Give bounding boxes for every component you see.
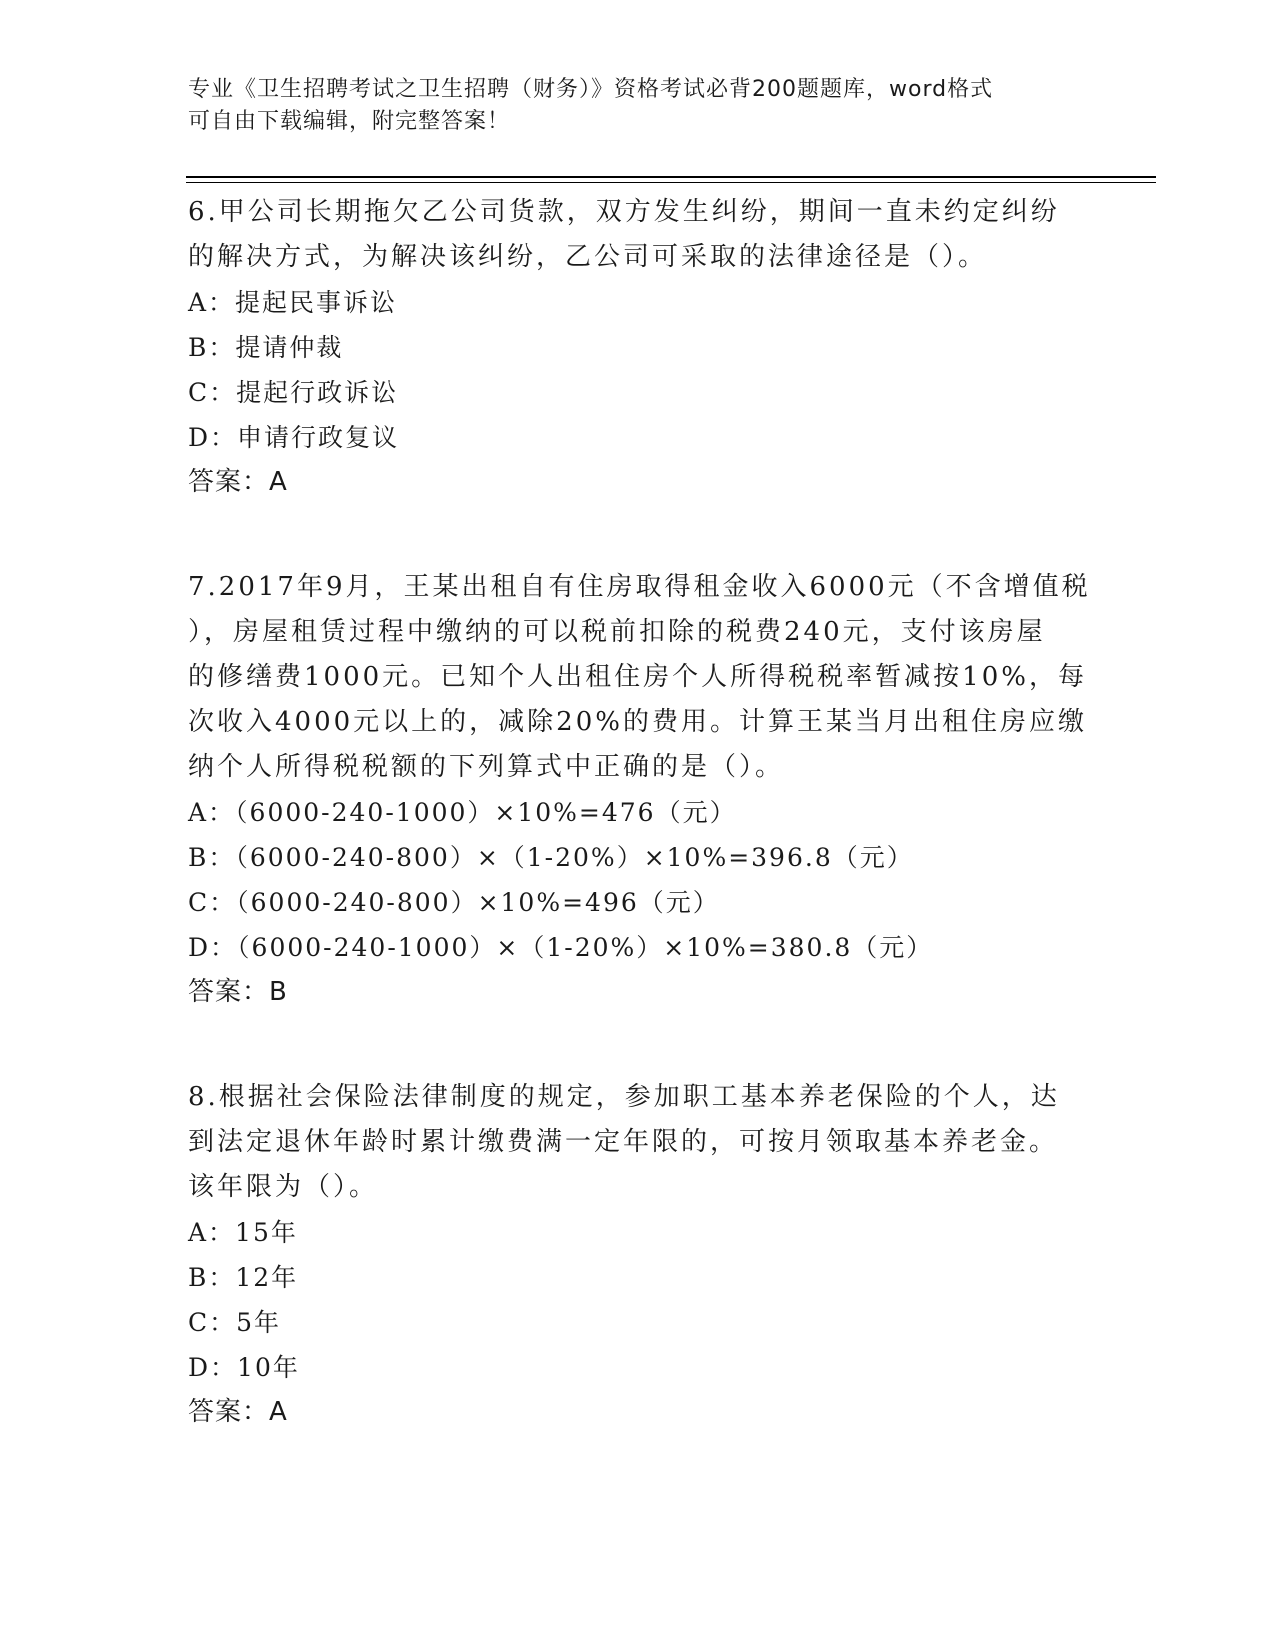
option-c: C：提起行政诉讼 [188, 378, 399, 407]
question-text-line: 该年限为（）。 [188, 1172, 379, 1202]
header-line: 可自由下载编辑，附完整答案！ [188, 109, 511, 134]
option-a: A：提起民事诉讼 [188, 288, 398, 317]
question-text-line: ），房屋租赁过程中缴纳的可以税前扣除的税费240元，支付该房屋 [188, 617, 1046, 647]
option-a: A：15年 [188, 1218, 298, 1247]
option-d: D：10年 [188, 1353, 300, 1382]
option-d: D：（6000-240-1000）×（1-20%）×10%=380.8（元） [188, 933, 934, 962]
question-text-line: 7.2017年9月，王某出租自有住房取得租金收入6000元（不含增值税 [188, 572, 1091, 602]
question-6 [188, 190, 1088, 505]
question-text-line: 次收入4000元以上的，减除20%的费用。计算王某当月出租住房应缴 [188, 707, 1087, 737]
answer-label: 答案：B [188, 977, 288, 1007]
answer-label: 答案：A [188, 1397, 288, 1427]
question-text-line: 6.甲公司长期拖欠乙公司货款，双方发生纠纷，期间一直未约定纠纷 [188, 197, 1060, 227]
question-7 [188, 565, 1091, 1015]
option-c: C：（6000-240-800）×10%=496（元） [188, 888, 720, 917]
option-d: D：申请行政复议 [188, 423, 400, 452]
question-text-line: 的解决方式，为解决该纠纷，乙公司可采取的法律途径是（）。 [188, 242, 988, 272]
option-c: C：5年 [188, 1308, 282, 1337]
question-text-line: 的修缮费1000元。已知个人出租住房个人所得税税率暂减按10%，每 [188, 662, 1087, 692]
question-text-line: 8.根据社会保险法律制度的规定，参加职工基本养老保险的个人，达 [188, 1082, 1060, 1112]
header-divider-thin [186, 182, 1156, 183]
document-header [188, 74, 1068, 138]
header-line: 专业《卫生招聘考试之卫生招聘（财务）》资格考试必背200题题库，word格式 [188, 77, 994, 102]
question-list [188, 190, 1091, 1495]
option-a: A：（6000-240-1000）×10%=476（元） [188, 798, 737, 827]
option-b: B：（6000-240-800）×（1-20%）×10%=396.8（元） [188, 843, 914, 872]
question-text-line: 纳个人所得税税额的下列算式中正确的是（）。 [188, 752, 785, 782]
header-divider-thick [186, 176, 1156, 178]
question-8 [188, 1075, 1088, 1435]
option-b: B：提请仲裁 [188, 333, 344, 362]
answer-label: 答案：A [188, 467, 288, 497]
question-text-line: 到法定退休年龄时累计缴费满一定年限的，可按月领取基本养老金。 [188, 1127, 1059, 1157]
option-b: B：12年 [188, 1263, 299, 1292]
